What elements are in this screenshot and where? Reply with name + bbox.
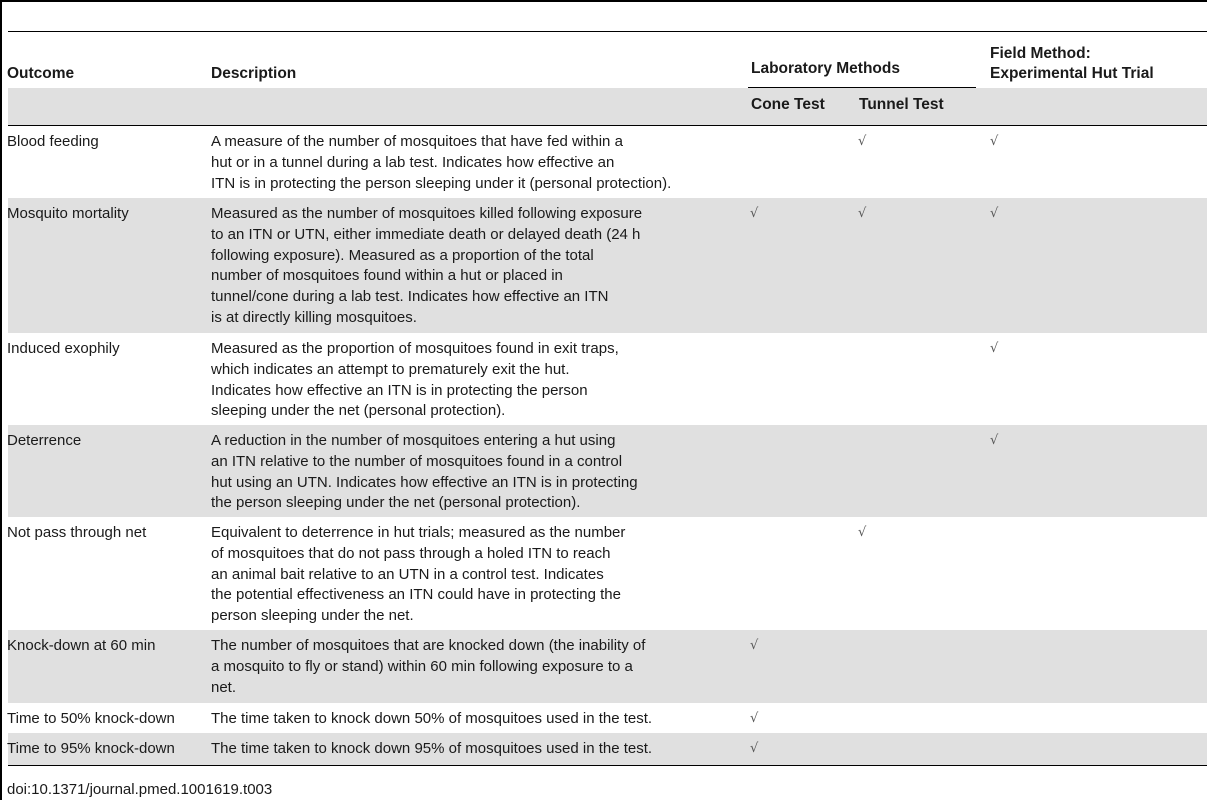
left-border (0, 0, 2, 800)
description-line: number of mosquitoes found within a hut or placed in (211, 267, 563, 285)
top-border (0, 0, 1207, 2)
checkmark-icon-cone: √ (750, 741, 759, 756)
description-cell (211, 636, 741, 698)
table-row (8, 630, 1207, 703)
subheader-band (8, 88, 1207, 125)
header-cone-test: Cone Test (751, 96, 825, 113)
description-line: a mosquito to fly or stand) within 60 min following exposure to a (211, 657, 633, 675)
description-cell (211, 204, 741, 329)
checkmark-icon-cone: √ (750, 711, 759, 726)
checkmark-icon-tunnel: √ (858, 525, 867, 540)
description-line: Equivalent to deterrence in hut trials; measured as the number (211, 524, 626, 541)
description-line: tunnel/cone during a lab test. Indicates how effective an ITN (211, 288, 609, 306)
description-line: A reduction in the number of mosquitoes entering a hut using (211, 432, 616, 449)
table-row (8, 126, 1207, 198)
description-line: Indicates how effective an ITN is in protecting the person (211, 381, 588, 399)
outcome-cell: Mosquito mortality (7, 205, 129, 222)
description-cell (211, 709, 741, 730)
description-line: Measured as the proportion of mosquitoes found in exit traps, (211, 340, 619, 357)
description-line: the potential effectiveness an ITN could have in protecting the (211, 586, 621, 604)
description-line: an animal bait relative to an UTN in a control test. Indicates (211, 565, 604, 583)
description-line: sleeping under the net (personal protection). (211, 402, 506, 420)
header-laboratory-methods: Laboratory Methods (751, 60, 900, 77)
checkmark-icon-cone: √ (750, 206, 759, 221)
checkmark-icon-hut: √ (990, 341, 999, 356)
description-line: is at directly killing mosquitoes. (211, 308, 417, 326)
description-line: The number of mosquitoes that are knocked down (the inability of (211, 637, 646, 654)
header-description: Description (211, 65, 297, 82)
description-line: hut or in a tunnel during a lab test. Indicates how effective an (211, 153, 615, 171)
outcome-cell: Deterrence (7, 432, 82, 449)
checkmark-icon-tunnel: √ (858, 206, 867, 221)
header-outcome: Outcome (7, 65, 75, 82)
description-cell (211, 523, 741, 627)
table-row (8, 198, 1207, 333)
description-line: to an ITN or UTN, either immediate death or delayed death (24 h (211, 225, 641, 243)
header-field-method-line1: Field Method: (990, 45, 1091, 62)
outcome-cell: Time to 95% knock-down (7, 740, 175, 757)
header-field-method (990, 44, 1154, 84)
description-cell (211, 339, 741, 422)
table-row (8, 517, 1207, 630)
description-line: Measured as the number of mosquitoes killed following exposure (211, 205, 643, 222)
description-line: an ITN relative to the number of mosquitoes found in a control (211, 452, 623, 470)
description-line: person sleeping under the net. (211, 607, 414, 625)
table-top-rule (8, 31, 1207, 32)
description-line: net. (211, 678, 237, 696)
checkmark-icon-hut: √ (990, 433, 999, 448)
outcome-cell: Induced exophily (7, 340, 120, 357)
table-row (8, 733, 1207, 765)
outcome-cell: Knock-down at 60 min (7, 637, 156, 654)
description-cell (211, 739, 741, 760)
description-line: The time taken to knock down 50% of mosquitoes used in the test. (211, 710, 653, 727)
description-line: A measure of the number of mosquitoes that have fed within a (211, 133, 623, 150)
checkmark-icon-cone: √ (750, 638, 759, 653)
description-line: following exposure). Measured as a proportion of the total (211, 246, 594, 264)
outcome-cell: Time to 50% knock-down (7, 710, 175, 727)
description-cell (211, 431, 741, 514)
doi-footer: doi:10.1371/journal.pmed.1001619.t003 (7, 781, 273, 798)
outcome-cell: Not pass through net (7, 524, 147, 541)
description-cell (211, 132, 741, 194)
checkmark-icon-tunnel: √ (858, 134, 867, 149)
description-line: of mosquitoes that do not pass through a holed ITN to reach (211, 544, 611, 562)
header-field-method-line2: Experimental Hut Trial (990, 65, 1154, 82)
outcome-cell: Blood feeding (7, 133, 99, 150)
table-row (8, 703, 1207, 733)
description-line: hut using an UTN. Indicates how effective an ITN is in protecting (211, 473, 638, 491)
description-line: The time taken to knock down 95% of mosquitoes used in the test. (211, 740, 653, 757)
description-line: ITN is in protecting the person sleeping under it (personal protection). (211, 174, 672, 192)
header-tunnel-test: Tunnel Test (859, 96, 944, 113)
checkmark-icon-hut: √ (990, 206, 999, 221)
description-line: which indicates an attempt to prematurely exit the hut. (211, 360, 570, 378)
description-line: the person sleeping under the net (personal protection). (211, 494, 581, 512)
table-bottom-rule (8, 765, 1207, 766)
table-row (8, 425, 1207, 517)
checkmark-icon-hut: √ (990, 134, 999, 149)
table-row (8, 333, 1207, 425)
